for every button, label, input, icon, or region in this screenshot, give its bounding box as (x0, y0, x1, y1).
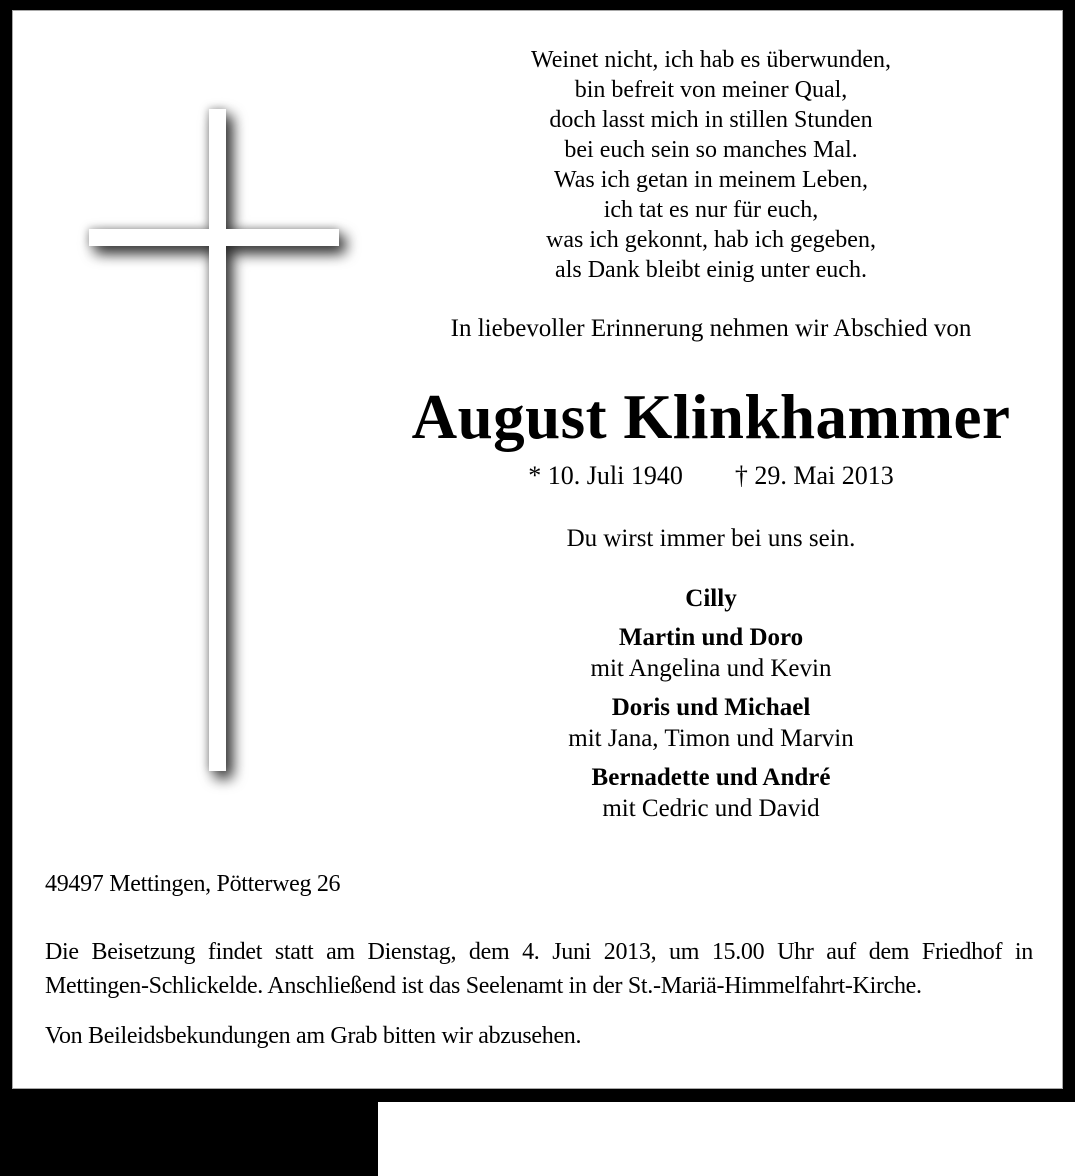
mourner-names: Doris und Michael (611, 694, 811, 721)
poem-line: bei euch sein so manches Mal. (564, 137, 858, 163)
poem-line: was ich gekonnt, hab ich gegeben, (546, 227, 876, 253)
mourner-names: Cilly (685, 585, 737, 612)
funeral-details-line2: Mettingen-Schlickelde. Anschließend ist das Seelenamt in der St.-Mariä-Himmelfahrt-Kirche. (45, 973, 922, 999)
scan-border-left (0, 0, 12, 1102)
condolence-note: Von Beileidsbekundungen am Grab bitten wir abzusehen. (45, 1023, 582, 1049)
memorial-poem (359, 45, 1063, 285)
mourner-children: mit Cedric und David (602, 795, 820, 822)
life-dates (359, 461, 1063, 491)
intro-text: In liebevoller Erinnerung nehmen wir Abschied von (450, 315, 972, 342)
farewell-text: Du wirst immer bei uns sein. (566, 525, 856, 552)
memorial-card (12, 10, 1063, 1089)
mourner-group (359, 692, 1063, 754)
poem-line: Weinet nicht, ich hab es überwunden, (531, 47, 891, 73)
funeral-details-line1: Die Beisetzung findet statt am Dienstag, dem 4. Juni 2013, um 15.00 Uhr auf dem Friedhof in (45, 939, 1033, 965)
poem-line: ich tat es nur für euch, (603, 197, 819, 223)
poem-line: doch lasst mich in stillen Stunden (549, 107, 873, 133)
scan-border-bottom (0, 1089, 1075, 1102)
funeral-details (45, 935, 1033, 1003)
mourner-children: mit Jana, Timon und Marvin (568, 725, 854, 752)
cross-horizontal-bar (89, 229, 339, 246)
cross-vertical-bar (209, 109, 226, 771)
mourner-names: Martin und Doro (618, 624, 804, 651)
deceased-name: August Klinkhammer (411, 382, 1011, 452)
mourners-list (359, 583, 1063, 832)
poem-line: als Dank bleibt einig unter euch. (555, 257, 867, 283)
address: 49497 Mettingen, Pötterweg 26 (45, 871, 341, 897)
mourner-children: mit Angelina und Kevin (590, 655, 832, 682)
poem-line: bin befreit von meiner Qual, (574, 77, 848, 103)
mourner-group (359, 622, 1063, 684)
poem-line: Was ich getan in meinem Leben, (554, 167, 868, 193)
birth-date: * 10. Juli 1940 (528, 461, 683, 490)
mourner-names: Bernadette und André (591, 764, 831, 791)
cross-icon (13, 11, 373, 801)
scan-border-top (0, 0, 1075, 10)
death-date: † 29. Mai 2013 (734, 461, 894, 490)
mourner-group (359, 762, 1063, 824)
scan-border-right (1063, 0, 1075, 1102)
mourner-group (359, 583, 1063, 614)
scan-black-block-bottom-left (0, 1102, 378, 1176)
